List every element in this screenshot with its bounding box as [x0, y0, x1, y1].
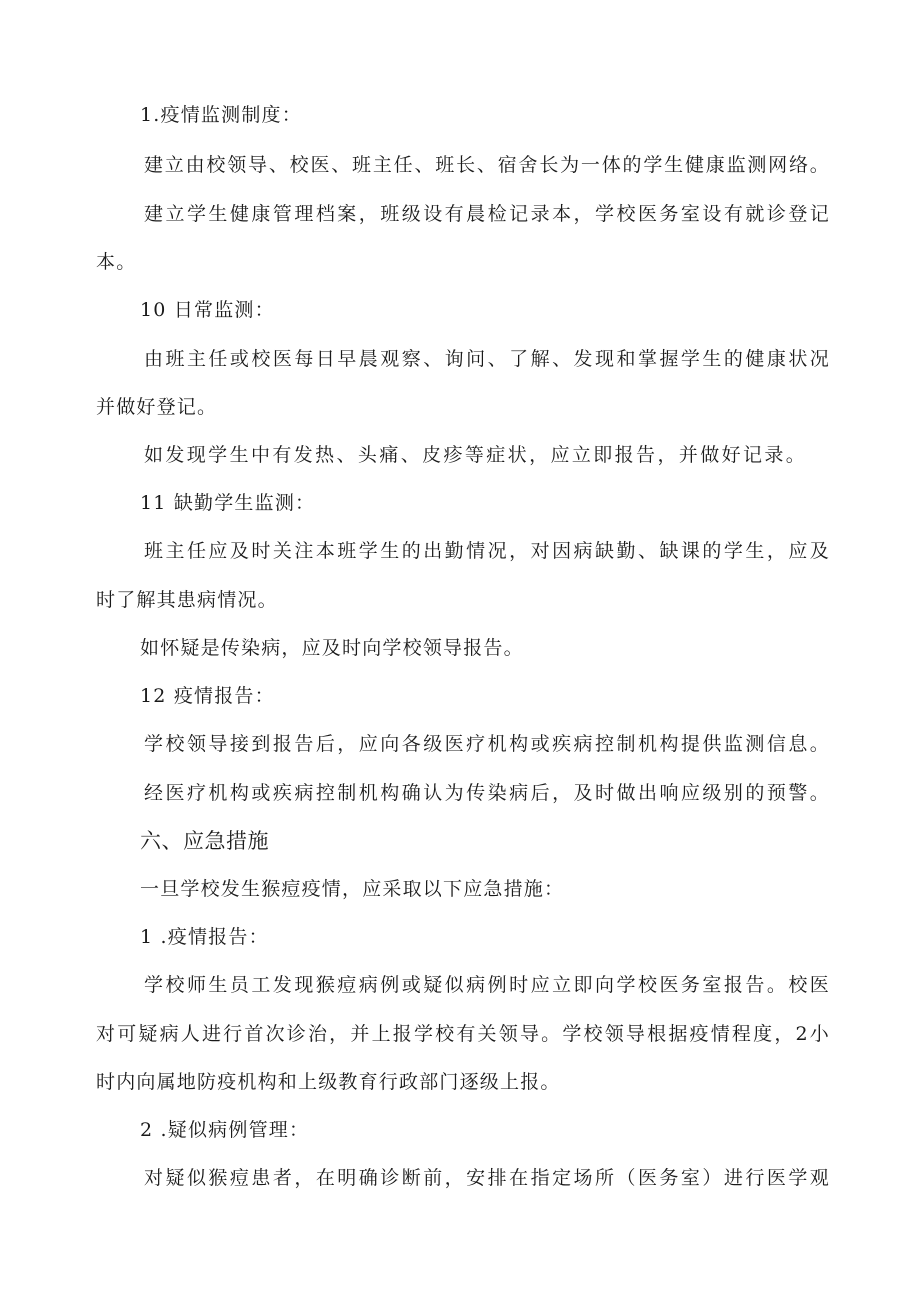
paragraph-case-report-line2: 对可疑病人进行首次诊治，并上报学校有关领导。学校领导根据疫情程度，2小 [96, 1023, 830, 1045]
paragraph-case-report-line1: 学校师生员工发现猴痘病例或疑似病例时应立即向学校医务室报告。校医 [144, 974, 830, 996]
paragraph-health-records-line1: 建立学生健康管理档案，班级设有晨检记录本，学校医务室设有就诊登记 [144, 203, 830, 225]
paragraph-emergency-intro: 一旦学校发生猴痘疫情，应采取以下应急措施： [140, 878, 565, 900]
paragraph-report-to-agencies: 学校领导接到报告后，应向各级医疗机构或疾病控制机构提供监测信息。 [144, 733, 830, 755]
paragraph-symptom-report: 如发现学生中有发热、头痛、皮疹等症状，应立即报告，并做好记录。 [144, 444, 806, 466]
section-suspected-case-title: 2 .疑似病例管理： [140, 1119, 310, 1141]
paragraph-attendance-line2: 时了解其患病情况。 [96, 589, 278, 611]
paragraph-attendance-line1: 班主任应及时关注本班学生的出勤情况，对因病缺勤、缺课的学生，应及 [144, 540, 830, 562]
paragraph-suspected-case-management: 对疑似猴痘患者，在明确诊断前，安排在指定场所（医务室）进行医学观 [144, 1167, 830, 1189]
section-absence-monitoring-title: 11 缺勤学生监测： [140, 492, 316, 514]
paragraph-daily-observation-line2: 并做好登记。 [96, 396, 218, 418]
section-daily-monitoring-title: 10 日常监测： [140, 299, 275, 321]
chapter-heading-emergency-measures: 六、应急措施 [140, 829, 269, 853]
paragraph-suspected-infection: 如怀疑是传染病，应及时向学校领导报告。 [140, 637, 524, 659]
paragraph-health-records-line2: 本。 [96, 251, 137, 273]
paragraph-warning-level: 经医疗机构或疾病控制机构确认为传染病后，及时做出响应级别的预警。 [144, 782, 830, 804]
section-emergency-report-title: 1 .疫情报告： [140, 926, 269, 948]
section-monitoring-system-title: 1.疫情监测制度： [140, 104, 302, 126]
section-epidemic-report-title: 12 疫情报告： [140, 685, 275, 707]
paragraph-daily-observation-line1: 由班主任或校医每日早晨观察、询问、了解、发现和掌握学生的健康状况 [144, 348, 830, 370]
paragraph-case-report-line3: 时内向属地防疫机构和上级教育行政部门逐级上报。 [96, 1071, 561, 1093]
paragraph-monitoring-network: 建立由校领导、校医、班主任、班长、宿舍长为一体的学生健康监测网络。 [144, 154, 830, 176]
